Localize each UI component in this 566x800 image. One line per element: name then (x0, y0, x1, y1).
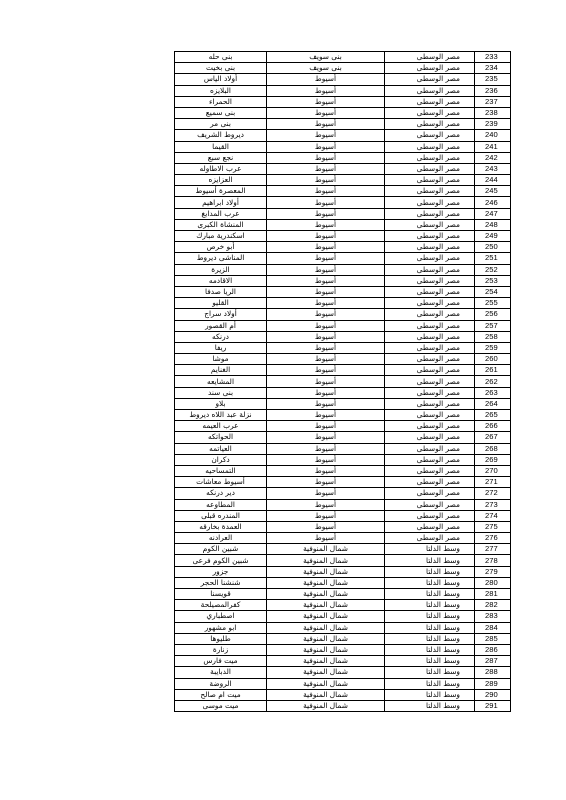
branch-name-cell: القليو (175, 298, 267, 309)
region-cell: مصر الوسطى (385, 52, 475, 63)
region-cell: مصر الوسطى (385, 264, 475, 275)
region-cell: مصر الوسطى (385, 107, 475, 118)
branch-name-cell: عرب الاطاوله (175, 163, 267, 174)
branch-name-cell: جزور (175, 566, 267, 577)
table-row (175, 208, 511, 219)
row-number-cell: 290 (475, 689, 511, 700)
table-row (175, 443, 511, 454)
region-cell: مصر الوسطى (385, 208, 475, 219)
governorate-cell: شمال المنوفية (267, 589, 385, 600)
branch-name-cell: شبين الكوم فرعى (175, 555, 267, 566)
row-number-cell: 249 (475, 231, 511, 242)
row-number-cell: 239 (475, 119, 511, 130)
region-cell: وسط الدلتا (385, 600, 475, 611)
governorate-cell: أسيوط (267, 443, 385, 454)
table-row (175, 107, 511, 118)
region-cell: وسط الدلتا (385, 689, 475, 700)
branch-name-cell: بنى مر (175, 119, 267, 130)
branch-name-cell: أولاد الياس (175, 74, 267, 85)
governorate-cell: أسيوط (267, 175, 385, 186)
table-row (175, 533, 511, 544)
row-number-cell: 252 (475, 264, 511, 275)
branch-name-cell: كفرالمصيلحة (175, 600, 267, 611)
branch-name-cell: الحمراء (175, 96, 267, 107)
row-number-cell: 256 (475, 309, 511, 320)
row-number-cell: 263 (475, 387, 511, 398)
row-number-cell: 253 (475, 275, 511, 286)
branch-name-cell: أسيوط معاشات (175, 477, 267, 488)
table-row (175, 365, 511, 376)
table-row (175, 633, 511, 644)
governorate-cell: شمال المنوفية (267, 633, 385, 644)
row-number-cell: 288 (475, 667, 511, 678)
region-cell: وسط الدلتا (385, 555, 475, 566)
row-number-cell: 255 (475, 298, 511, 309)
branch-name-cell: دير درنكه (175, 488, 267, 499)
table-row (175, 656, 511, 667)
table-row (175, 555, 511, 566)
region-cell: مصر الوسطى (385, 197, 475, 208)
branch-name-cell: التمساحيه (175, 465, 267, 476)
governorate-cell: أسيوط (267, 298, 385, 309)
table-row (175, 74, 511, 85)
governorate-cell: أسيوط (267, 387, 385, 398)
region-cell: مصر الوسطى (385, 410, 475, 421)
region-cell: مصر الوسطى (385, 298, 475, 309)
branch-name-cell: المنشاة الكبرى (175, 219, 267, 230)
governorate-cell: أسيوط (267, 264, 385, 275)
row-number-cell: 278 (475, 555, 511, 566)
branch-name-cell: البلايزه (175, 85, 267, 96)
table-row (175, 544, 511, 555)
branch-name-cell: طليوها (175, 633, 267, 644)
table-row (175, 264, 511, 275)
region-cell: وسط الدلتا (385, 656, 475, 667)
governorate-cell: أسيوط (267, 253, 385, 264)
region-cell: مصر الوسطى (385, 510, 475, 521)
row-number-cell: 266 (475, 421, 511, 432)
branch-name-cell: ميت ام صالح (175, 689, 267, 700)
row-number-cell: 254 (475, 286, 511, 297)
table-row (175, 298, 511, 309)
governorate-cell: أسيوط (267, 96, 385, 107)
branch-name-cell: الحواتكه (175, 432, 267, 443)
row-number-cell: 272 (475, 488, 511, 499)
row-number-cell: 280 (475, 577, 511, 588)
governorate-cell: أسيوط (267, 119, 385, 130)
table-row (175, 231, 511, 242)
region-cell: مصر الوسطى (385, 443, 475, 454)
governorate-cell: أسيوط (267, 376, 385, 387)
table-row (175, 410, 511, 421)
branch-name-cell: بنى بخيت (175, 63, 267, 74)
row-number-cell: 284 (475, 622, 511, 633)
row-number-cell: 271 (475, 477, 511, 488)
branch-name-cell: عرب العيمه (175, 421, 267, 432)
branch-name-cell: نجع سبع (175, 152, 267, 163)
table-row (175, 398, 511, 409)
branch-name-cell: الروضة (175, 678, 267, 689)
row-number-cell: 236 (475, 85, 511, 96)
row-number-cell: 247 (475, 208, 511, 219)
governorate-cell: أسيوط (267, 454, 385, 465)
table-row (175, 611, 511, 622)
region-cell: مصر الوسطى (385, 454, 475, 465)
governorate-cell: أسيوط (267, 208, 385, 219)
branch-name-cell: درنكه (175, 331, 267, 342)
governorate-cell: شمال المنوفية (267, 644, 385, 655)
branch-name-cell: المندره قبلى (175, 510, 267, 521)
table-row (175, 678, 511, 689)
governorate-cell: أسيوط (267, 365, 385, 376)
governorate-cell: أسيوط (267, 421, 385, 432)
governorate-cell: أسيوط (267, 74, 385, 85)
branch-name-cell: بنى سند (175, 387, 267, 398)
table-row (175, 342, 511, 353)
table-row (175, 600, 511, 611)
row-number-cell: 244 (475, 175, 511, 186)
table-row (175, 141, 511, 152)
table-row (175, 186, 511, 197)
governorate-cell: أسيوط (267, 354, 385, 365)
governorate-cell: أسيوط (267, 219, 385, 230)
table-row (175, 253, 511, 264)
governorate-cell: شمال المنوفية (267, 555, 385, 566)
region-cell: مصر الوسطى (385, 85, 475, 96)
branch-name-cell: المعصرة أسيوط (175, 186, 267, 197)
governorate-cell: شمال المنوفية (267, 611, 385, 622)
table-row (175, 566, 511, 577)
region-cell: مصر الوسطى (385, 163, 475, 174)
table-row (175, 354, 511, 365)
branch-name-cell: أولاد سراج (175, 309, 267, 320)
table-row (175, 219, 511, 230)
row-number-cell: 238 (475, 107, 511, 118)
table-row (175, 667, 511, 678)
region-cell: وسط الدلتا (385, 667, 475, 678)
row-number-cell: 251 (475, 253, 511, 264)
region-cell: مصر الوسطى (385, 96, 475, 107)
governorate-cell: أسيوط (267, 107, 385, 118)
region-cell: وسط الدلتا (385, 644, 475, 655)
branch-name-cell: ميت فارس (175, 656, 267, 667)
governorate-cell: شمال المنوفية (267, 667, 385, 678)
region-cell: وسط الدلتا (385, 566, 475, 577)
table-row (175, 331, 511, 342)
row-number-cell: 287 (475, 656, 511, 667)
row-number-cell: 282 (475, 600, 511, 611)
branch-name-cell: زنارة (175, 644, 267, 655)
governorate-cell: شمال المنوفية (267, 577, 385, 588)
governorate-cell: شمال المنوفية (267, 600, 385, 611)
governorate-cell: أسيوط (267, 231, 385, 242)
table-body (175, 52, 511, 712)
governorate-cell: شمال المنوفية (267, 544, 385, 555)
governorate-cell: أسيوط (267, 163, 385, 174)
row-number-cell: 264 (475, 398, 511, 409)
branch-name-cell: الدبايبة (175, 667, 267, 678)
branch-name-cell: العمدة بخارقه (175, 521, 267, 532)
governorate-cell: شمال المنوفية (267, 566, 385, 577)
row-number-cell: 243 (475, 163, 511, 174)
branch-name-cell: بنى سميع (175, 107, 267, 118)
region-cell: مصر الوسطى (385, 275, 475, 286)
branch-name-cell: اسكندرية مبارك (175, 231, 267, 242)
row-number-cell: 237 (475, 96, 511, 107)
branch-name-cell: المشايعه (175, 376, 267, 387)
row-number-cell: 285 (475, 633, 511, 644)
region-cell: مصر الوسطى (385, 342, 475, 353)
row-number-cell: 275 (475, 521, 511, 532)
governorate-cell: أسيوط (267, 275, 385, 286)
branch-name-cell: شبين الكوم (175, 544, 267, 555)
table-row (175, 387, 511, 398)
governorate-cell: أسيوط (267, 410, 385, 421)
governorate-cell: أسيوط (267, 130, 385, 141)
governorate-cell: شمال المنوفية (267, 689, 385, 700)
region-cell: مصر الوسطى (385, 376, 475, 387)
row-number-cell: 257 (475, 320, 511, 331)
row-number-cell: 241 (475, 141, 511, 152)
branch-name-cell: الزيرة (175, 264, 267, 275)
row-number-cell: 242 (475, 152, 511, 163)
region-cell: وسط الدلتا (385, 577, 475, 588)
governorate-cell: أسيوط (267, 309, 385, 320)
branch-name-cell: عرب المدابغ (175, 208, 267, 219)
region-cell: مصر الوسطى (385, 432, 475, 443)
governorate-cell: أسيوط (267, 141, 385, 152)
table-row (175, 286, 511, 297)
region-cell: مصر الوسطى (385, 253, 475, 264)
row-number-cell: 286 (475, 644, 511, 655)
table-row (175, 689, 511, 700)
governorate-cell: شمال المنوفية (267, 700, 385, 711)
region-cell: وسط الدلتا (385, 589, 475, 600)
branch-name-cell: دكران (175, 454, 267, 465)
branch-name-cell: العزايزه (175, 175, 267, 186)
row-number-cell: 274 (475, 510, 511, 521)
governorate-cell: أسيوط (267, 499, 385, 510)
table-row (175, 376, 511, 387)
row-number-cell: 235 (475, 74, 511, 85)
branch-name-cell: الريا صدفا (175, 286, 267, 297)
region-cell: مصر الوسطى (385, 186, 475, 197)
table-row (175, 63, 511, 74)
branch-name-cell: نزلة عبد اللاه ديروط (175, 410, 267, 421)
region-cell: مصر الوسطى (385, 63, 475, 74)
row-number-cell: 260 (475, 354, 511, 365)
branch-name-cell: موشا (175, 354, 267, 365)
branch-name-cell: الاقادمه (175, 275, 267, 286)
region-cell: مصر الوسطى (385, 320, 475, 331)
region-cell: مصر الوسطى (385, 231, 475, 242)
governorate-cell: أسيوط (267, 521, 385, 532)
branch-name-cell: شنشنا الحجر (175, 577, 267, 588)
region-cell: مصر الوسطى (385, 309, 475, 320)
row-number-cell: 262 (475, 376, 511, 387)
region-cell: مصر الوسطى (385, 242, 475, 253)
region-cell: مصر الوسطى (385, 141, 475, 152)
row-number-cell: 277 (475, 544, 511, 555)
branch-name-cell: قويسنا (175, 589, 267, 600)
governorate-cell: أسيوط (267, 197, 385, 208)
table-row (175, 644, 511, 655)
branches-table (174, 51, 511, 712)
row-number-cell: 259 (475, 342, 511, 353)
region-cell: مصر الوسطى (385, 465, 475, 476)
table-row (175, 85, 511, 96)
region-cell: وسط الدلتا (385, 678, 475, 689)
governorate-cell: أسيوط (267, 432, 385, 443)
table-row (175, 454, 511, 465)
row-number-cell: 234 (475, 63, 511, 74)
table-row (175, 309, 511, 320)
branch-name-cell: العرادنه (175, 533, 267, 544)
region-cell: مصر الوسطى (385, 398, 475, 409)
branch-name-cell: القيما (175, 141, 267, 152)
region-cell: مصر الوسطى (385, 119, 475, 130)
governorate-cell: أسيوط (267, 533, 385, 544)
branch-name-cell: اصطباري (175, 611, 267, 622)
branch-name-cell: المطاوعه (175, 499, 267, 510)
table-row (175, 130, 511, 141)
row-number-cell: 246 (475, 197, 511, 208)
branch-name-cell: ابو مشهور (175, 622, 267, 633)
table-row (175, 465, 511, 476)
region-cell: مصر الوسطى (385, 477, 475, 488)
governorate-cell: شمال المنوفية (267, 656, 385, 667)
region-cell: وسط الدلتا (385, 622, 475, 633)
governorate-cell: شمال المنوفية (267, 622, 385, 633)
branch-name-cell: أم القصور (175, 320, 267, 331)
region-cell: مصر الوسطى (385, 152, 475, 163)
table-row (175, 242, 511, 253)
table-row (175, 152, 511, 163)
row-number-cell: 261 (475, 365, 511, 376)
governorate-cell: أسيوط (267, 342, 385, 353)
region-cell: مصر الوسطى (385, 74, 475, 85)
region-cell: مصر الوسطى (385, 286, 475, 297)
governorate-cell: أسيوط (267, 85, 385, 96)
table-row (175, 119, 511, 130)
governorate-cell: أسيوط (267, 286, 385, 297)
table-row (175, 477, 511, 488)
branch-name-cell: ديروط الشريف (175, 130, 267, 141)
row-number-cell: 281 (475, 589, 511, 600)
governorate-cell: أسيوط (267, 465, 385, 476)
region-cell: مصر الوسطى (385, 219, 475, 230)
governorate-cell: شمال المنوفية (267, 678, 385, 689)
table-row (175, 275, 511, 286)
region-cell: وسط الدلتا (385, 700, 475, 711)
governorate-cell: أسيوط (267, 510, 385, 521)
row-number-cell: 291 (475, 700, 511, 711)
table-row (175, 499, 511, 510)
branch-name-cell: بلاو (175, 398, 267, 409)
branch-name-cell: بنى حله (175, 52, 267, 63)
region-cell: مصر الوسطى (385, 175, 475, 186)
row-number-cell: 283 (475, 611, 511, 622)
row-number-cell: 268 (475, 443, 511, 454)
branch-name-cell: أبو خرص (175, 242, 267, 253)
branch-name-cell: أولاد ابراهيم (175, 197, 267, 208)
row-number-cell: 270 (475, 465, 511, 476)
table-row (175, 96, 511, 107)
table-row (175, 488, 511, 499)
table-row (175, 163, 511, 174)
row-number-cell: 273 (475, 499, 511, 510)
region-cell: وسط الدلتا (385, 611, 475, 622)
region-cell: مصر الوسطى (385, 533, 475, 544)
governorate-cell: أسيوط (267, 488, 385, 499)
region-cell: مصر الوسطى (385, 421, 475, 432)
table-row (175, 521, 511, 532)
region-cell: مصر الوسطى (385, 499, 475, 510)
table-row (175, 622, 511, 633)
row-number-cell: 289 (475, 678, 511, 689)
row-number-cell: 248 (475, 219, 511, 230)
governorate-cell: أسيوط (267, 331, 385, 342)
governorate-cell: أسيوط (267, 320, 385, 331)
table-row (175, 589, 511, 600)
table-row (175, 577, 511, 588)
governorate-cell: أسيوط (267, 152, 385, 163)
table-row (175, 700, 511, 711)
region-cell: مصر الوسطى (385, 354, 475, 365)
region-cell: مصر الوسطى (385, 488, 475, 499)
governorate-cell: بنى سويف (267, 52, 385, 63)
row-number-cell: 269 (475, 454, 511, 465)
governorate-cell: بنى سويف (267, 63, 385, 74)
table-row (175, 432, 511, 443)
branch-name-cell: ريفا (175, 342, 267, 353)
row-number-cell: 258 (475, 331, 511, 342)
region-cell: مصر الوسطى (385, 365, 475, 376)
table-row (175, 510, 511, 521)
row-number-cell: 279 (475, 566, 511, 577)
table-row (175, 421, 511, 432)
region-cell: مصر الوسطى (385, 130, 475, 141)
table-row (175, 320, 511, 331)
table-row (175, 197, 511, 208)
table-row (175, 52, 511, 63)
governorate-cell: أسيوط (267, 186, 385, 197)
row-number-cell: 267 (475, 432, 511, 443)
governorate-cell: أسيوط (267, 477, 385, 488)
branch-name-cell: العياتمه (175, 443, 267, 454)
row-number-cell: 250 (475, 242, 511, 253)
region-cell: مصر الوسطى (385, 331, 475, 342)
row-number-cell: 233 (475, 52, 511, 63)
table-row (175, 175, 511, 186)
region-cell: مصر الوسطى (385, 387, 475, 398)
row-number-cell: 276 (475, 533, 511, 544)
branch-name-cell: ميت موسى (175, 700, 267, 711)
row-number-cell: 240 (475, 130, 511, 141)
governorate-cell: أسيوط (267, 242, 385, 253)
branch-name-cell: الغنايم (175, 365, 267, 376)
row-number-cell: 265 (475, 410, 511, 421)
region-cell: وسط الدلتا (385, 544, 475, 555)
region-cell: مصر الوسطى (385, 521, 475, 532)
row-number-cell: 245 (475, 186, 511, 197)
governorate-cell: أسيوط (267, 398, 385, 409)
region-cell: وسط الدلتا (385, 633, 475, 644)
branch-name-cell: المناشى ديروط (175, 253, 267, 264)
